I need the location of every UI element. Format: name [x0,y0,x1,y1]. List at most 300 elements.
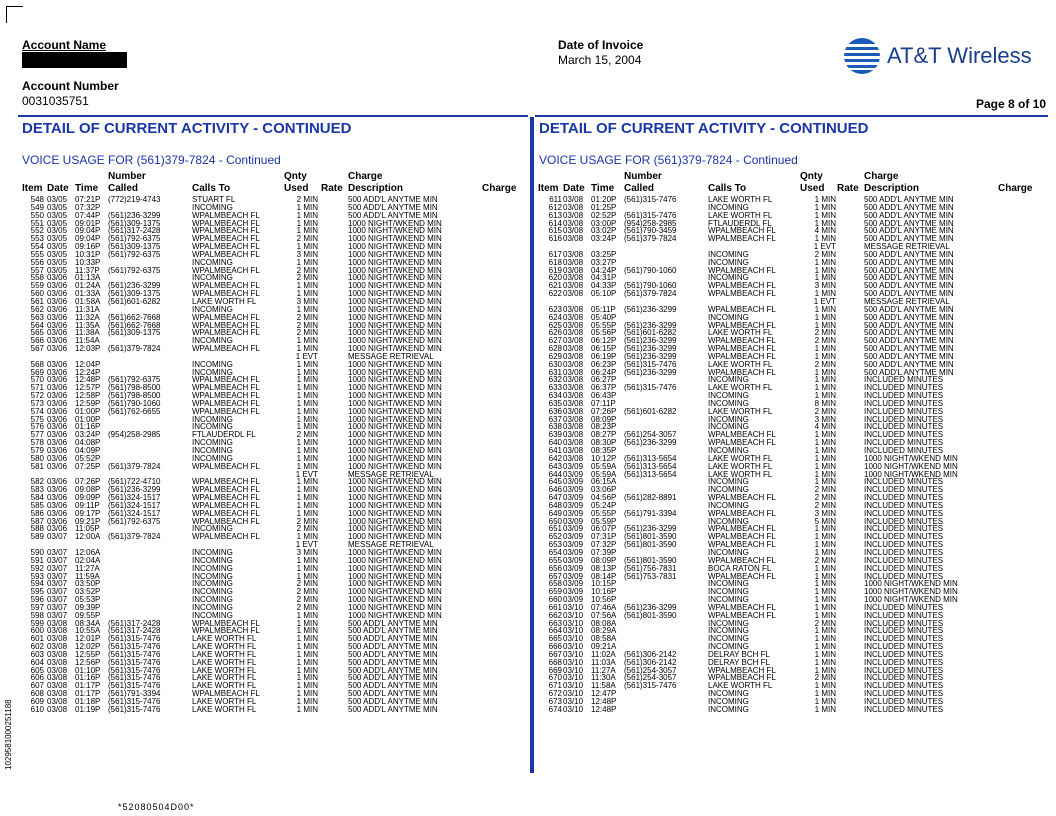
cell-time: 11:27A [75,563,100,573]
cell-item: 550 [30,210,44,220]
cell-description: 500 ADD'L ANYTME MIN [864,312,954,322]
cell-time: 07:56A [591,610,617,620]
cell-time: 11:27A [591,665,616,675]
cell-calls-to: WPALMBEACH FL [192,320,260,330]
cell-time: 05:56P [591,328,617,338]
cell-called: (561)236-3299 [624,602,677,612]
globe-icon [843,37,881,75]
cell-description: 1000 NIGHT/WKEND MIN [348,289,442,299]
cell-date: 03/05 [47,226,68,236]
cell-description: 500 ADD'L ANYTME MIN [864,328,954,338]
cell-calls-to: WPALMBEACH FL [192,391,260,401]
cell-description: 500 ADD'L ANYTME MIN [348,634,438,644]
cell-time: 01:00P [75,414,101,424]
cell-date: 03/06 [47,508,68,518]
cell-called: (561)662-7668 [108,320,161,330]
cell-item: 657 [548,571,562,581]
cell-description: 500 ADD'L ANYTME MIN [348,704,438,714]
cell-used: 1 EVT [295,351,318,361]
col-used: Used [800,183,825,194]
cell-called: (561)236-3299 [624,336,677,346]
cell-date: 03/07 [47,602,68,612]
cell-calls-to: BOCA RATON FL [708,563,772,573]
cell-calls-to: INCOMING [708,618,749,628]
cell-item: 636 [548,406,562,416]
cell-item: 622 [548,289,562,299]
cell-date: 03/10 [563,618,584,628]
cell-time: 03:25P [591,249,617,259]
cell-description: MESSAGE RETRIEVAL [864,296,950,306]
cell-description: INCLUDED MINUTES [864,438,944,448]
cell-date: 03/06 [47,414,68,424]
cell-called: (561)753-7831 [624,571,677,581]
cell-used: 1 MIN [814,571,836,581]
cell-time: 08:14P [591,571,617,581]
cell-called: (561)790-3459 [624,226,677,236]
cell-called: (561)315-7476 [624,383,677,393]
cell-time: 05:59P [591,516,617,526]
cell-time: 07:25P [75,461,101,471]
cell-time: 08:30P [591,438,617,448]
cell-time: 01:33A [75,289,101,299]
cell-used: 1 MIN [296,391,318,401]
cell-date: 03/08 [563,273,584,283]
cell-calls-to: LAKE WORTH FL [192,673,257,683]
cell-used: 1 MIN [296,336,318,346]
cell-called: (561)722-4710 [108,477,161,487]
cell-called: (561)792-6375 [108,265,161,275]
cell-used: 1 MIN [296,218,318,228]
cell-description: 1000 NIGHT/WKEND MIN [348,430,442,440]
cell-time: 11:58A [591,681,616,691]
cell-item: 565 [30,328,44,338]
cell-item: 652 [548,532,562,542]
cell-used: 1 MIN [814,697,836,706]
cell-calls-to: WPALMBEACH FL [708,289,776,299]
cell-used: 1 MIN [296,555,318,565]
cell-description: 500 ADD'L ANYTME MIN [348,697,438,706]
cell-time: 06:19P [591,351,617,361]
cell-description: INCLUDED MINUTES [864,406,944,416]
cell-item: 578 [30,438,44,448]
cell-date: 03/10 [563,681,584,691]
cell-called: (561)315-7476 [108,697,161,706]
cell-description: 1000 NIGHT/WKEND MIN [864,461,958,471]
cell-description: INCLUDED MINUTES [864,681,944,691]
cell-used: 1 MIN [296,406,318,416]
cell-calls-to: WPALMBEACH FL [708,540,776,550]
cell-calls-to: WPALMBEACH FL [708,226,776,236]
cell-item: 653 [548,540,562,550]
cell-date: 03/07 [47,571,68,581]
cell-date: 03/05 [47,257,68,267]
cell-description: 500 ADD'L ANYTME MIN [864,289,954,299]
cell-calls-to: WPALMBEACH FL [192,626,260,636]
cell-used: 1 MIN [296,485,318,495]
cell-used: 2 MIN [296,328,318,338]
col-number-top: Number [108,171,146,182]
cell-item: 635 [548,398,562,408]
cell-calls-to: INCOMING [708,477,749,487]
left-voice-usage-heading: VOICE USAGE FOR (561)379-7824 - Continued [22,153,281,167]
cell-item: 595 [30,587,44,597]
cell-calls-to: INCOMING [708,257,749,267]
cell-used: 1 EVT [813,242,836,252]
cell-used: 2 MIN [296,579,318,589]
cell-time: 11:54A [75,336,100,346]
cell-used: 1 MIN [814,626,836,636]
cell-time: 11:38A [75,328,100,338]
cell-description: 1000 NIGHT/WKEND MIN [348,242,442,252]
col-called: Called [624,183,655,194]
cell-calls-to: INCOMING [192,367,233,377]
cell-date: 03/06 [47,430,68,440]
cell-item: 587 [30,516,44,526]
table-row [0,706,528,714]
cell-date: 03/08 [563,351,584,361]
cell-date: 03/08 [563,210,584,220]
cell-used: 1 MIN [814,547,836,557]
cell-description: 1000 NIGHT/WKEND MIN [348,398,442,408]
cell-calls-to: WPALMBEACH FL [708,493,776,503]
cell-date: 03/08 [563,226,584,236]
cell-item: 670 [548,673,562,683]
cell-time: 07:39P [591,547,617,557]
cell-date: 03/10 [563,697,584,706]
cell-date: 03/10 [563,602,584,612]
cell-date: 03/08 [563,281,584,291]
cell-used: 1 MIN [814,469,836,479]
cell-item: 590 [30,547,44,557]
cell-time: 12:24P [75,367,101,377]
cell-description: 500 ADD'L ANYTME MIN [348,657,438,667]
cell-item: 614 [548,218,562,228]
cell-item: 568 [30,359,44,369]
cell-date: 03/08 [47,689,68,699]
cell-item: 654 [548,547,562,557]
cell-time: 07:26P [591,406,617,416]
cell-time: 07:46A [591,602,617,612]
cell-description: INCLUDED MINUTES [864,626,944,636]
cell-description: 1000 NIGHT/WKEND MIN [348,344,442,354]
cell-description: 1000 NIGHT/WKEND MIN [348,375,442,385]
cell-calls-to: INCOMING [192,422,233,432]
cell-date: 03/09 [563,587,584,597]
cell-called: (561)306-2142 [624,649,677,659]
cell-used: 1 MIN [814,540,836,550]
col-date: Date [47,183,69,194]
cell-item: 564 [30,320,44,330]
cell-used: 1 MIN [814,383,836,393]
cell-used: 1 MIN [814,273,836,283]
cell-called: (561)792-6375 [108,516,161,526]
cell-used: 3 MIN [814,508,836,518]
cell-used: 2 MIN [814,555,836,565]
cell-calls-to: WPALMBEACH FL [708,610,776,620]
cell-time: 09:17P [75,508,101,518]
cell-time: 01:24A [75,281,101,291]
cell-item: 632 [548,375,562,385]
cell-item: 548 [30,195,44,204]
cell-description: INCLUDED MINUTES [864,493,944,503]
cell-date: 03/06 [47,477,68,487]
cell-calls-to: WPALMBEACH FL [192,493,260,503]
cell-used: 3 MIN [296,249,318,259]
cell-item: 626 [548,328,562,338]
cell-time: 07:31P [591,532,617,542]
cell-date: 03/10 [563,689,584,699]
cell-item: 619 [548,265,562,275]
cell-calls-to: INCOMING [708,273,749,283]
cell-date: 03/05 [47,249,68,259]
cell-calls-to: LAKE WORTH FL [708,681,773,691]
cell-called: (561)601-6282 [624,328,677,338]
cell-used: 1 MIN [296,446,318,455]
cell-item: 617 [548,249,562,259]
cell-time: 10:33P [75,257,101,267]
cell-used: 1 MIN [814,642,836,652]
cell-calls-to: LAKE WORTH FL [192,697,257,706]
cell-called: (561)236-3299 [108,485,161,495]
cell-description: 1000 NIGHT/WKEND MIN [348,414,442,424]
cell-called: (561)254-3057 [624,673,677,683]
cell-calls-to: WPALMBEACH FL [708,304,776,314]
cell-used: 2 MIN [296,320,318,330]
cell-item: 570 [30,375,44,385]
cell-time: 05:55P [591,508,617,518]
cell-date: 03/09 [563,571,584,581]
cell-calls-to: INCOMING [192,610,233,620]
cell-calls-to: WPALMBEACH FL [192,218,260,228]
cell-calls-to: INCOMING [192,571,233,581]
cell-item: 616 [548,234,562,244]
cell-calls-to: DELRAY BCH FL [708,649,770,659]
cell-calls-to: LAKE WORTH FL [708,383,773,393]
cell-calls-to: INCOMING [708,485,749,495]
cell-used: 1 MIN [296,626,318,636]
cell-description: 1000 NIGHT/WKEND MIN [348,383,442,393]
cell-date: 03/09 [563,461,584,471]
cell-used: 1 MIN [814,634,836,644]
cell-calls-to: LAKE WORTH FL [192,681,257,691]
cell-time: 10:55A [75,626,101,636]
cell-description: INCLUDED MINUTES [864,689,944,699]
cell-called: (561)798-8500 [108,391,161,401]
cell-time: 08:58A [591,634,617,644]
cell-date: 03/06 [47,328,68,338]
cell-time: 03:00P [591,218,617,228]
cell-item: 629 [548,351,562,361]
cell-calls-to: WPALMBEACH FL [192,242,260,252]
cell-item: 618 [548,257,562,267]
cell-date: 03/09 [563,547,584,557]
cell-used: 2 MIN [296,602,318,612]
cell-item: 610 [30,704,44,714]
cell-called: (954)258-2985 [624,218,677,228]
cell-item: 598 [30,610,44,620]
cell-used: 1 MIN [814,367,836,377]
cell-used: 2 MIN [296,430,318,440]
cell-called: (561)236-3299 [624,344,677,354]
cell-used: 1 MIN [296,477,318,487]
cell-date: 03/09 [563,563,584,573]
cell-description: 1000 NIGHT/WKEND MIN [348,218,442,228]
cell-date: 03/06 [47,344,68,354]
cell-used: 5 MIN [814,516,836,526]
cell-time: 08:29A [591,626,617,636]
cell-used: 1 MIN [814,320,836,330]
cell-date: 03/06 [47,461,68,471]
cell-used: 2 MIN [296,195,318,204]
cell-calls-to: WPALMBEACH FL [192,398,260,408]
cell-date: 03/06 [47,398,68,408]
cell-date: 03/06 [47,438,68,448]
cell-time: 08:27P [591,430,617,440]
cell-item: 661 [548,602,562,612]
cell-time: 08:23P [591,422,617,432]
cell-item: 602 [30,642,44,652]
cell-calls-to: INCOMING [708,500,749,510]
cell-item: 649 [548,508,562,518]
right-voice-usage-heading: VOICE USAGE FOR (561)379-7824 - Continued [539,153,798,167]
cell-calls-to: INCOMING [192,595,233,605]
cell-calls-to: WPALMBEACH FL [708,438,776,448]
cell-time: 05:10P [591,289,617,299]
cell-date: 03/06 [47,383,68,393]
cell-description: 500 ADD'L ANYTME MIN [864,195,954,204]
cell-description: 500 ADD'L ANYTME MIN [864,226,954,236]
cell-used: 1 MIN [814,532,836,542]
table-row [0,345,528,353]
cell-called: (561)236-3299 [108,281,161,291]
cell-description: 500 ADD'L ANYTME MIN [864,249,954,259]
cell-used: 2 MIN [814,500,836,510]
att-wireless-logo [843,37,1043,77]
cell-description: 500 ADD'L ANYTME MIN [864,359,954,369]
cell-item: 667 [548,649,562,659]
cell-calls-to: INCOMING [192,273,233,283]
cell-date: 03/08 [47,634,68,644]
cell-used: 2 MIN [814,336,836,346]
cell-date: 03/08 [563,218,584,228]
cell-called: (772)219-4743 [108,195,161,204]
cell-calls-to: INCOMING [192,453,233,463]
cell-item: 641 [548,446,562,455]
cell-called: (561)306-2142 [624,657,677,667]
table-row [0,463,528,471]
cell-date: 03/10 [563,649,584,659]
cell-time: 12:58P [75,391,101,401]
cell-used: 1 MIN [296,398,318,408]
cell-time: 01:10P [75,665,101,675]
cell-time: 11:05P [75,524,100,534]
cell-calls-to: INCOMING [708,626,749,636]
cell-item: 561 [30,296,44,306]
cell-calls-to: LAKE WORTH FL [192,657,257,667]
cell-item: 660 [548,595,562,605]
cell-item: 562 [30,304,44,314]
cell-item: 631 [548,367,562,377]
cell-item: 567 [30,344,44,354]
cell-used: 1 MIN [296,657,318,667]
cell-date: 03/08 [563,398,584,408]
cell-description: 1000 NIGHT/WKEND MIN [348,493,442,503]
cell-time: 05:24P [591,500,617,510]
cell-used: 1 EVT [813,296,836,306]
cell-used: 1 MIN [296,649,318,659]
cell-date: 03/08 [563,406,584,416]
cell-description: 500 ADD'L ANYTME MIN [864,336,954,346]
cell-calls-to: WPALMBEACH FL [192,249,260,259]
col-charge: Charge [998,183,1033,194]
cell-calls-to: WPALMBEACH FL [708,602,776,612]
cell-called: (561)254-3057 [624,665,677,675]
cell-date: 03/08 [563,391,584,401]
cell-used: 1 MIN [296,532,318,542]
cell-date: 03/05 [47,234,68,244]
cell-description: 1000 NIGHT/WKEND MIN [348,281,442,291]
cell-item: 582 [30,477,44,487]
cell-item: 665 [548,634,562,644]
cell-description: 1000 NIGHT/WKEND MIN [348,249,442,259]
cell-date: 03/07 [47,610,68,620]
col-qnty-top: Qnty [800,171,823,182]
cell-item: 624 [548,312,562,322]
cell-calls-to: WPALMBEACH FL [192,344,260,354]
cell-calls-to: LAKE WORTH FL [192,665,257,675]
cell-used: 2 MIN [814,359,836,369]
cell-description: INCLUDED MINUTES [864,618,944,628]
cell-description: 500 ADD'L ANYTME MIN [348,642,438,652]
cell-date: 03/06 [47,422,68,432]
cell-called: (561)309-1375 [108,328,161,338]
barcode-text: *52080504D00* [118,802,195,812]
cell-description: MESSAGE RETRIEVAL [348,469,434,479]
cell-time: 05:40P [591,312,617,322]
cell-called: (561)313-5654 [624,453,677,463]
cell-used: 2 MIN [296,273,318,283]
cell-date: 03/06 [47,516,68,526]
cell-date: 03/08 [47,657,68,667]
cell-item: 596 [30,595,44,605]
cell-time: 01:58A [75,296,101,306]
cell-calls-to: INCOMING [192,563,233,573]
cell-date: 03/09 [563,493,584,503]
cell-used: 2 MIN [296,265,318,275]
cell-used: 1 MIN [814,195,836,204]
cell-description: 1000 NIGHT/WKEND MIN [348,446,442,455]
cell-time: 12:47P [591,689,617,699]
cell-date: 03/08 [563,202,584,212]
cell-called: (561)309-1375 [108,218,161,228]
col-description: Description [864,183,920,194]
cell-used: 1 MIN [814,438,836,448]
cell-item: 574 [30,406,44,416]
cell-item: 594 [30,579,44,589]
cell-description: 500 ADD'L ANYTME MIN [348,689,438,699]
cell-date: 03/06 [47,453,68,463]
cell-item: 668 [548,657,562,667]
cell-calls-to: WPALMBEACH FL [708,532,776,542]
cell-time: 06:23P [591,359,617,369]
cell-description: INCLUDED MINUTES [864,634,944,644]
col-charge-top: Charge [864,171,899,182]
cell-called: (561)790-1060 [624,265,677,275]
cell-date: 03/06 [47,304,68,314]
cell-used: 1 MIN [296,493,318,503]
cell-calls-to: LAKE WORTH FL [708,406,773,416]
invoice-date-label: Date of Invoice [558,38,644,52]
